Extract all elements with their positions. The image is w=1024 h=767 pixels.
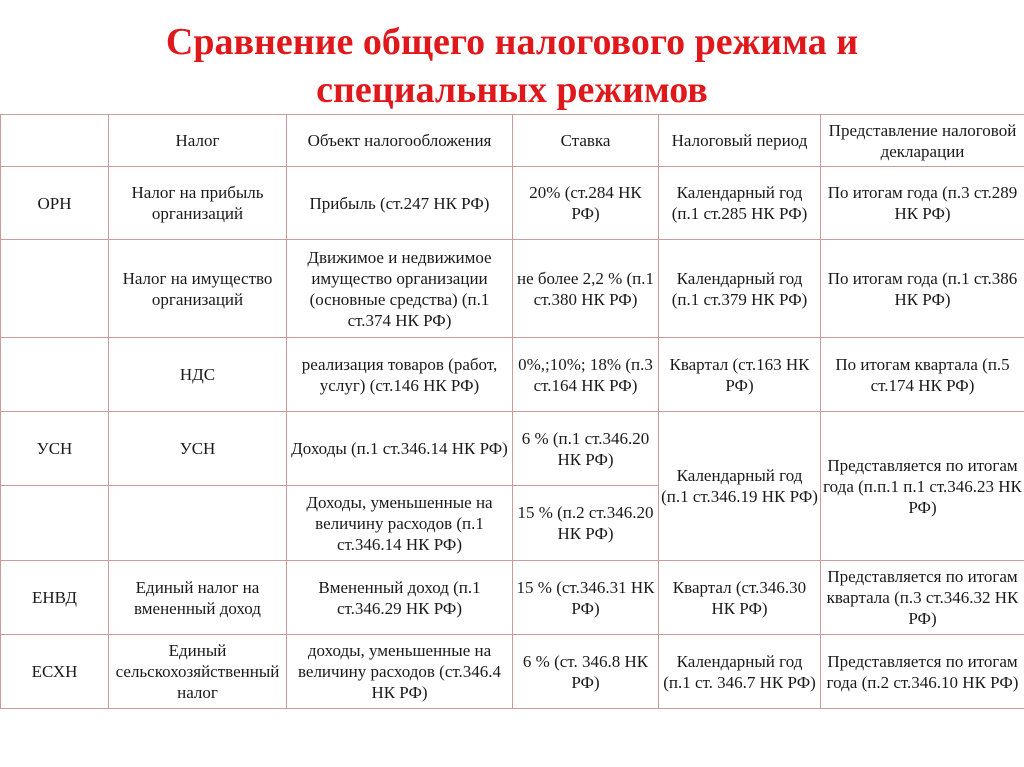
header-declaration: Представление налоговой декларации	[821, 115, 1024, 167]
cell-regime: ОРН	[1, 167, 109, 240]
cell-tax	[109, 486, 287, 561]
cell-tax: НДС	[109, 338, 287, 412]
cell-tax: Налог на прибыль организаций	[109, 167, 287, 240]
cell-rate: не более 2,2 % (п.1 ст.380 НК РФ)	[513, 240, 659, 338]
table-row	[1, 635, 1024, 709]
cell-rate: 15 % (п.2 ст.346.20 НК РФ)	[513, 486, 659, 561]
cell-regime	[1, 486, 109, 561]
cell-tax: Налог на имущество организаций	[109, 240, 287, 338]
cell-regime	[1, 338, 109, 412]
header-tax: Налог	[109, 115, 287, 167]
cell-period: Календарный год (п.1 ст.379 НК РФ)	[659, 240, 821, 338]
table-row	[1, 240, 1024, 338]
table-row	[1, 338, 1024, 412]
cell-declaration: По итогам года (п.1 ст.386 НК РФ)	[821, 240, 1024, 338]
cell-rate: 0%,;10%; 18% (п.3 ст.164 НК РФ)	[513, 338, 659, 412]
cell-declaration: По итогам года (п.3 ст.289 НК РФ)	[821, 167, 1024, 240]
cell-period: Квартал (ст.346.30 НК РФ)	[659, 561, 821, 635]
table-row	[1, 167, 1024, 240]
cell-object: Доходы (п.1 ст.346.14 НК РФ)	[287, 412, 513, 486]
header-period: Налоговый период	[659, 115, 821, 167]
cell-declaration: Представляется по итогам квартала (п.3 ст.346.32 НК РФ)	[821, 561, 1024, 635]
cell-regime: ЕСХН	[1, 635, 109, 709]
comparison-table	[0, 114, 1024, 709]
cell-object: Доходы, уменьшенные на величину расходов (п.1 ст.346.14 НК РФ)	[287, 486, 513, 561]
cell-rate: 15 % (ст.346.31 НК РФ)	[513, 561, 659, 635]
cell-object: Движимое и недвижимое имущество организации (основные средства) (п.1 ст.374 НК РФ)	[287, 240, 513, 338]
cell-declaration: Представляется по итогам года (п.2 ст.346.10 НК РФ)	[821, 635, 1024, 709]
cell-object: реализация товаров (работ, услуг) (ст.146 НК РФ)	[287, 338, 513, 412]
cell-rate: 6 % (ст. 346.8 НК РФ)	[513, 635, 659, 709]
page-title-line-2: специальных режимов	[316, 69, 708, 111]
cell-period: Календарный год (п.1 ст.285 НК РФ)	[659, 167, 821, 240]
cell-tax: Единый сельскохозяйственный налог	[109, 635, 287, 709]
cell-object: Прибыль (ст.247 НК РФ)	[287, 167, 513, 240]
table-row	[1, 561, 1024, 635]
cell-object: доходы, уменьшенные на величину расходов (ст.346.4 НК РФ)	[287, 635, 513, 709]
cell-regime	[1, 240, 109, 338]
page-title	[0, 18, 1024, 114]
cell-rate: 20% (ст.284 НК РФ)	[513, 167, 659, 240]
cell-period: Календарный год (п.1 ст.346.19 НК РФ)	[659, 412, 821, 561]
header-regime	[1, 115, 109, 167]
cell-declaration: Представляется по итогам года (п.п.1 п.1 ст.346.23 НК РФ)	[821, 412, 1024, 561]
table-row	[1, 412, 1024, 486]
header-object: Объект налогообложения	[287, 115, 513, 167]
cell-regime: УСН	[1, 412, 109, 486]
cell-period: Квартал (ст.163 НК РФ)	[659, 338, 821, 412]
cell-regime: ЕНВД	[1, 561, 109, 635]
cell-object: Вмененный доход (п.1 ст.346.29 НК РФ)	[287, 561, 513, 635]
cell-period: Календарный год (п.1 ст. 346.7 НК РФ)	[659, 635, 821, 709]
cell-tax: УСН	[109, 412, 287, 486]
cell-tax: Единый налог на вмененный доход	[109, 561, 287, 635]
page-title-line-1: Сравнение общего налогового режима и	[165, 21, 859, 63]
cell-declaration: По итогам квартала (п.5 ст.174 НК РФ)	[821, 338, 1024, 412]
header-rate: Ставка	[513, 115, 659, 167]
table-header-row	[1, 115, 1024, 167]
cell-rate: 6 % (п.1 ст.346.20 НК РФ)	[513, 412, 659, 486]
